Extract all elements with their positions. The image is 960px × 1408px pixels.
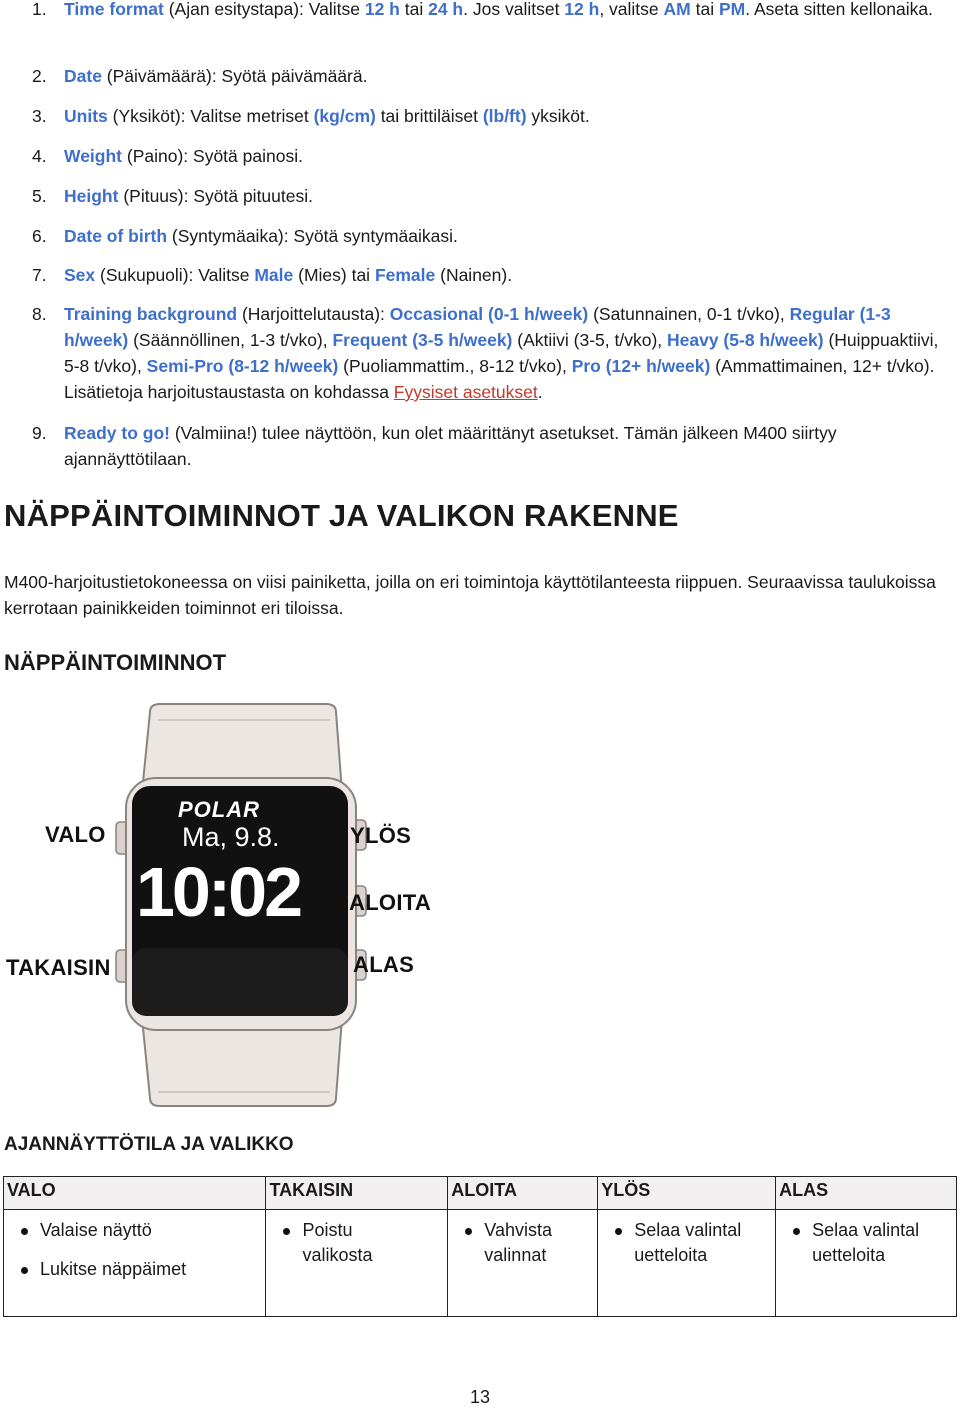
step-number: 5. — [32, 186, 47, 206]
step-number: 6. — [32, 226, 47, 246]
step-text-run: , valitse — [599, 0, 664, 19]
keyword-term: Heavy (5-8 h/week) — [667, 330, 824, 350]
keyword-term: Units — [64, 106, 108, 126]
table-title: AJANNÄYTTÖTILA JA VALIKKO — [4, 1134, 294, 1155]
step-text-run: (Pituus): Syötä pituutesi. — [118, 186, 313, 206]
table-cell — [4, 1210, 266, 1317]
column-header-aloita: ALOITA — [448, 1177, 598, 1210]
step-text-run: (Ammattimainen, 12+ t/vko). Lisätietoja harjoitustaustasta on kohdassa — [64, 356, 935, 402]
column-header-alas: ALAS — [776, 1177, 957, 1210]
keyword-term: Female — [374, 265, 436, 285]
keyword-term: (lb/ft) — [482, 106, 527, 126]
keyword-term: (kg/cm) — [313, 106, 376, 126]
keyword-term: Date of birth — [64, 226, 168, 246]
step-text-run: (Puoliammattim., 8-12 t/vko), — [338, 356, 572, 376]
step-text-run: (Harjoittelutausta): — [237, 304, 390, 324]
table-cell — [776, 1210, 957, 1317]
keyword-term: Male — [254, 265, 294, 285]
keyword-term: Ready to go! — [64, 423, 170, 443]
list-item: Selaa valintaluetteloita — [604, 1218, 744, 1268]
step-text-run: . Jos valitset — [463, 0, 565, 19]
list-item: Lukitse näppäimet — [10, 1257, 259, 1282]
step-number: 3. — [32, 106, 47, 126]
keyword-term: 24 h — [428, 0, 464, 19]
page-number: 13 — [469, 1387, 491, 1407]
keyword-term: Occasional (0-1 h/week) — [389, 304, 589, 324]
step-text-run: (Satunnainen, 0-1 t/vko), — [588, 304, 790, 324]
step-number: 4. — [32, 146, 47, 166]
step-text-run: (Säännöllinen, 1-3 t/vko), — [128, 330, 333, 350]
step-text — [64, 223, 954, 249]
section-heading: NÄPPÄINTOIMINNOT JA VALIKON RAKENNE — [4, 498, 679, 533]
keyword-term: AM — [663, 0, 691, 19]
step-number: 9. — [32, 423, 47, 443]
step-text-run: (Päivämäärä): Syötä päivämäärä. — [101, 66, 368, 86]
step-text-run: tai — [399, 0, 429, 19]
keyword-term: 12 h — [364, 0, 400, 19]
column-header-valo: VALO — [4, 1177, 266, 1210]
step-text-run: . — [537, 382, 543, 402]
watch-time: 10:02 — [136, 853, 301, 931]
step-text — [64, 183, 954, 209]
label-back-button: TAKAISIN — [6, 955, 111, 980]
keyword-term: Weight — [64, 146, 123, 166]
step-text-run: (Yksiköt): Valitse metriset — [107, 106, 314, 126]
label-up-button: YLÖS — [350, 823, 412, 848]
step-text-run: (Sukupuoli): Valitse — [95, 265, 255, 285]
label-light-button: VALO — [45, 822, 106, 847]
keyword-term: Frequent (3-5 h/week) — [332, 330, 513, 350]
keyword-term: 12 h — [564, 0, 600, 19]
column-header-ylos: YLÖS — [598, 1177, 776, 1210]
list-item: Selaa valintaluetteloita — [782, 1218, 922, 1268]
step-number: 7. — [32, 265, 47, 285]
table-cell — [598, 1210, 776, 1317]
keyword-term: Semi-Pro (8-12 h/week) — [146, 356, 339, 376]
table-cell — [448, 1210, 598, 1317]
step-text-run: (Huippuaktiivi, 5-8 t/vko), — [64, 330, 939, 376]
list-item: Poistu valikosta — [272, 1218, 392, 1268]
step-text — [64, 0, 954, 22]
step-text-run: (Ajan esitystapa): Valitse — [163, 0, 365, 19]
label-down-button: ALAS — [353, 952, 415, 977]
step-text — [64, 63, 954, 89]
list-item: Vahvista valinnat — [454, 1218, 564, 1268]
screen-bottom-bezel — [132, 948, 348, 1016]
step-text-run: (Aktiivi (3-5, t/vko), — [512, 330, 667, 350]
watch-date: Ma, 9.8. — [182, 822, 280, 852]
label-start-button: ALOITA — [349, 890, 432, 915]
step-text-run: (Valmiina!) tulee näyttöön, kun olet määrittänyt asetukset. Tämän jälkeen M400 siirtyy ajannäyttötilaan. — [64, 423, 837, 469]
keyword-term: Date — [64, 66, 102, 86]
physical-settings-link[interactable]: Fyysiset asetukset — [393, 382, 538, 402]
keyword-term: Training background — [64, 304, 238, 324]
step-text-run: (Syntymäaika): Syötä syntymäaikasi. — [167, 226, 458, 246]
button-functions-table — [3, 1176, 957, 1317]
watch-illustration — [0, 700, 480, 1110]
step-text — [64, 301, 954, 405]
keyword-term: Time format — [64, 0, 164, 19]
step-number: 8. — [32, 304, 47, 324]
keyword-term: Regular (1-3 h/week) — [64, 304, 891, 350]
keyword-term: Sex — [64, 265, 96, 285]
list-item: Valaise näyttö — [10, 1218, 259, 1243]
step-text-run: (Nainen). — [435, 265, 513, 285]
step-text-run: (Paino): Syötä painosi. — [122, 146, 303, 166]
step-text — [64, 262, 954, 288]
step-text-run: (Mies) tai — [293, 265, 375, 285]
column-header-takaisin: TAKAISIN — [266, 1177, 448, 1210]
keyword-term: Height — [64, 186, 119, 206]
table-cell — [266, 1210, 448, 1317]
step-text — [64, 103, 954, 129]
step-text-run: tai — [690, 0, 719, 19]
step-text-run: tai brittiläiset — [375, 106, 483, 126]
step-text-run: yksiköt. — [526, 106, 590, 126]
table-row — [4, 1210, 957, 1317]
intro-paragraph: M400-harjoitustietokoneessa on viisi painiketta, joilla on eri toimintoja käyttötilanteesta riippuen. Seuraavissa taulukoissa kerrotaan painikkeiden toiminnot eri tiloissa. — [4, 572, 936, 618]
step-text — [64, 143, 954, 169]
step-text — [64, 420, 954, 472]
table-header-row — [4, 1177, 957, 1210]
polar-logo: POLAR — [178, 797, 260, 822]
step-number: 2. — [32, 66, 47, 86]
step-number: 1. — [32, 0, 47, 19]
keyword-term: PM — [718, 0, 746, 19]
subsection-heading: NÄPPÄINTOIMINNOT — [4, 650, 227, 675]
keyword-term: Pro (12+ h/week) — [571, 356, 711, 376]
step-text-run: . Aseta sitten kellonaika. — [745, 0, 933, 19]
